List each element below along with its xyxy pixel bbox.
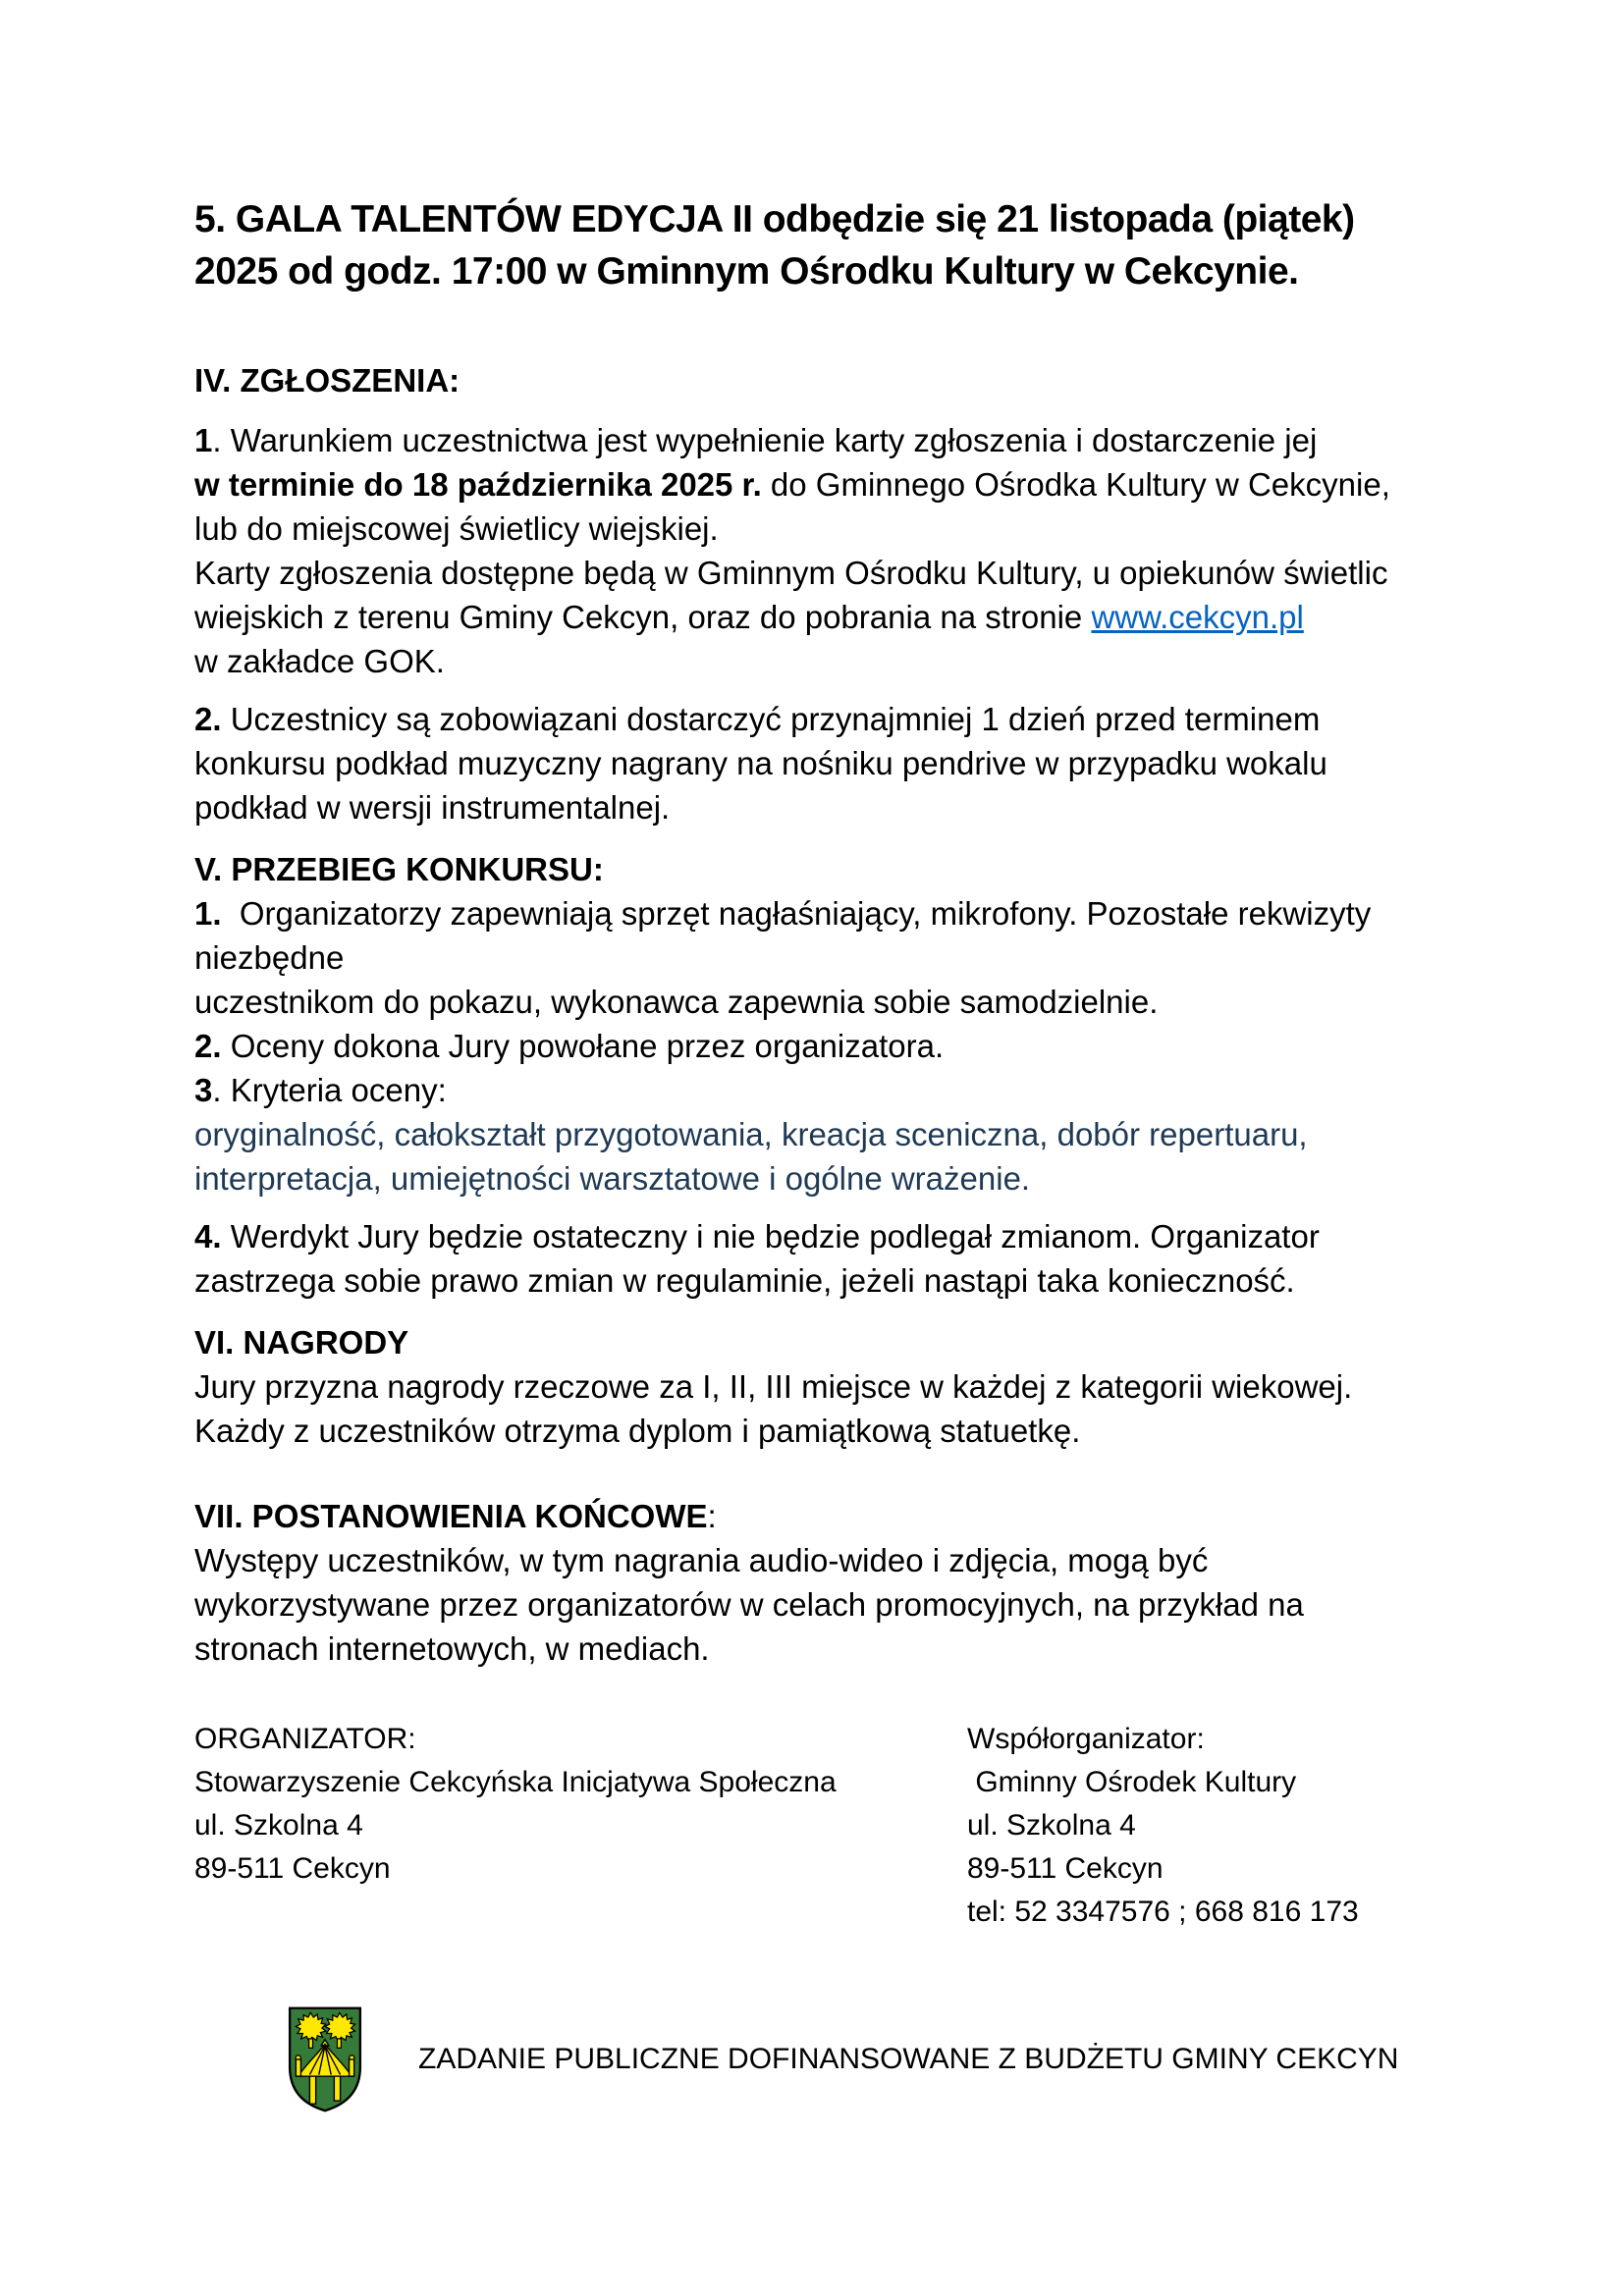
paragraph-przebieg-list <box>194 891 1430 1201</box>
footer <box>287 2004 1430 2114</box>
title-line-2: 2025 od godz. 17:00 w Gminnym Ośrodku Kultury w Cekcynie. <box>194 250 1299 293</box>
text-run: . Warunkiem uczestnictwa jest wypełnienie karty zgłoszenia i dostarczenie jej <box>212 422 1318 458</box>
organizer-street: ul. Szkolna 4 <box>194 1809 363 1842</box>
deadline-bold-run: w terminie do 18 października 2025 r. <box>194 466 762 503</box>
text-line <box>194 462 1430 507</box>
text-line <box>194 1214 1430 1258</box>
text-line: podkład w wersji instrumentalnej. <box>194 789 671 826</box>
funding-caption: ZADANIE PUBLICZNE DOFINANSOWANE Z BUDŻETU GMINY CEKCYN <box>418 2043 1399 2075</box>
text-run: do Gminnego Ośrodka Kultury w Cekcynie, <box>761 466 1390 503</box>
text-run: . Kryteria oceny: <box>212 1072 447 1108</box>
criteria-highlight-line: oryginalność, całokształt przygotowania, kreacja sceniczna, dobór repertuaru, <box>194 1116 1308 1152</box>
text-line: Karty zgłoszenia dostępne będą w Gminnym Ośrodku Kultury, u opiekunów świetlic <box>194 555 1388 591</box>
section-heading-zgloszenia: IV. ZGŁOSZENIA: <box>194 362 460 399</box>
paragraph-postanowienia <box>194 1538 1430 1671</box>
list-number: 1 <box>194 422 213 458</box>
text-line: zastrzega sobie prawo zmian w regulaminie, jeżeli nastąpi taka konieczność. <box>194 1262 1295 1299</box>
text-line <box>194 418 1430 462</box>
document-title <box>194 193 1430 297</box>
section-heading-przebieg: V. PRZEBIEG KONKURSU: <box>194 851 604 887</box>
organizer-column <box>194 1718 967 1934</box>
text-run: Oceny dokona Jury powołane przez organizatora. <box>221 1028 945 1064</box>
coorganizer-column <box>967 1718 1430 1934</box>
text-line <box>194 697 1430 741</box>
cekcyn-coat-of-arms-icon <box>287 2004 363 2114</box>
cekcyn-website-link[interactable]: www.cekcyn.pl <box>1091 599 1304 635</box>
text-line <box>194 891 1430 935</box>
heading-colon: : <box>707 1498 717 1534</box>
text-run: wiejskich z terenu Gminy Cekcyn, oraz do pobrania na stronie <box>194 599 1092 635</box>
text-line: wykorzystywane przez organizatorów w celach promocyjnych, na przykład na <box>194 1586 1304 1623</box>
coorganizer-name: Gminny Ośrodek Kultury <box>967 1766 1297 1798</box>
paragraph-nagrody <box>194 1364 1430 1453</box>
text-run: Werdykt Jury będzie ostateczny i nie będzie podlegał zmianom. Organizator <box>221 1218 1320 1255</box>
organizers-block <box>194 1718 1430 1934</box>
list-number: 1. <box>194 895 222 932</box>
section-heading-postanowienia <box>194 1494 1430 1538</box>
text-line <box>194 1024 1430 1068</box>
section-heading-nagrody: VI. NAGRODY <box>194 1324 409 1361</box>
paragraph-werdykt <box>194 1214 1430 1303</box>
list-number: 4. <box>194 1218 222 1255</box>
organizer-name: Stowarzyszenie Cekcyńska Inicjatywa Społeczna <box>194 1766 837 1798</box>
list-number: 2. <box>194 1028 222 1064</box>
text-run: Uczestnicy są zobowiązani dostarczyć przynajmniej 1 dzień przed terminem <box>221 701 1321 737</box>
text-line: stronach internetowych, w mediach. <box>194 1630 710 1667</box>
coorganizer-phone: tel: 52 3347576 ; 668 816 173 <box>967 1896 1359 1928</box>
criteria-highlight-line: interpretacja, umiejętności warsztatowe i ogólne wrażenie. <box>194 1160 1031 1197</box>
heading-bold-run: VII. POSTANOWIENIA KOŃCOWE <box>194 1498 708 1534</box>
text-line: Jury przyzna nagrody rzeczowe za I, II, III miejsce w każdej z kategorii wiekowej. <box>194 1368 1353 1405</box>
coorganizer-street: ul. Szkolna 4 <box>967 1809 1136 1842</box>
text-run: Organizatorzy zapewniają sprzęt nagłaśniający, mikrofony. Pozostałe rekwizyty <box>221 895 1372 932</box>
text-line: Każdy z uczestników otrzyma dyplom i pamiątkową statuetkę. <box>194 1413 1081 1449</box>
text-line: konkursu podkład muzyczny nagrany na nośniku pendrive w przypadku wokalu <box>194 745 1327 781</box>
text-line: uczestnikom do pokazu, wykonawca zapewnia sobie samodzielnie. <box>194 984 1159 1020</box>
text-line: Występy uczestników, w tym nagrania audio-wideo i zdjęcia, mogą być <box>194 1542 1209 1578</box>
text-line: lub do miejscowej świetlicy wiejskiej. <box>194 510 719 547</box>
organizer-label: ORGANIZATOR: <box>194 1723 416 1755</box>
text-line <box>194 1068 1430 1112</box>
coorganizer-city: 89-511 Cekcyn <box>967 1852 1164 1885</box>
list-number: 3 <box>194 1072 213 1108</box>
paragraph-zgloszenia-2 <box>194 697 1430 829</box>
paragraph-zgloszenia-1 <box>194 418 1430 683</box>
coorganizer-label: Współorganizator: <box>967 1723 1205 1755</box>
text-line: niezbędne <box>194 939 345 976</box>
organizer-city: 89-511 Cekcyn <box>194 1852 391 1885</box>
text-line <box>194 595 1430 639</box>
title-line-1: 5. GALA TALENTÓW EDYCJA II odbędzie się 21 listopada (piątek) <box>194 198 1355 240</box>
text-line: w zakładce GOK. <box>194 643 445 679</box>
list-number: 2. <box>194 701 222 737</box>
